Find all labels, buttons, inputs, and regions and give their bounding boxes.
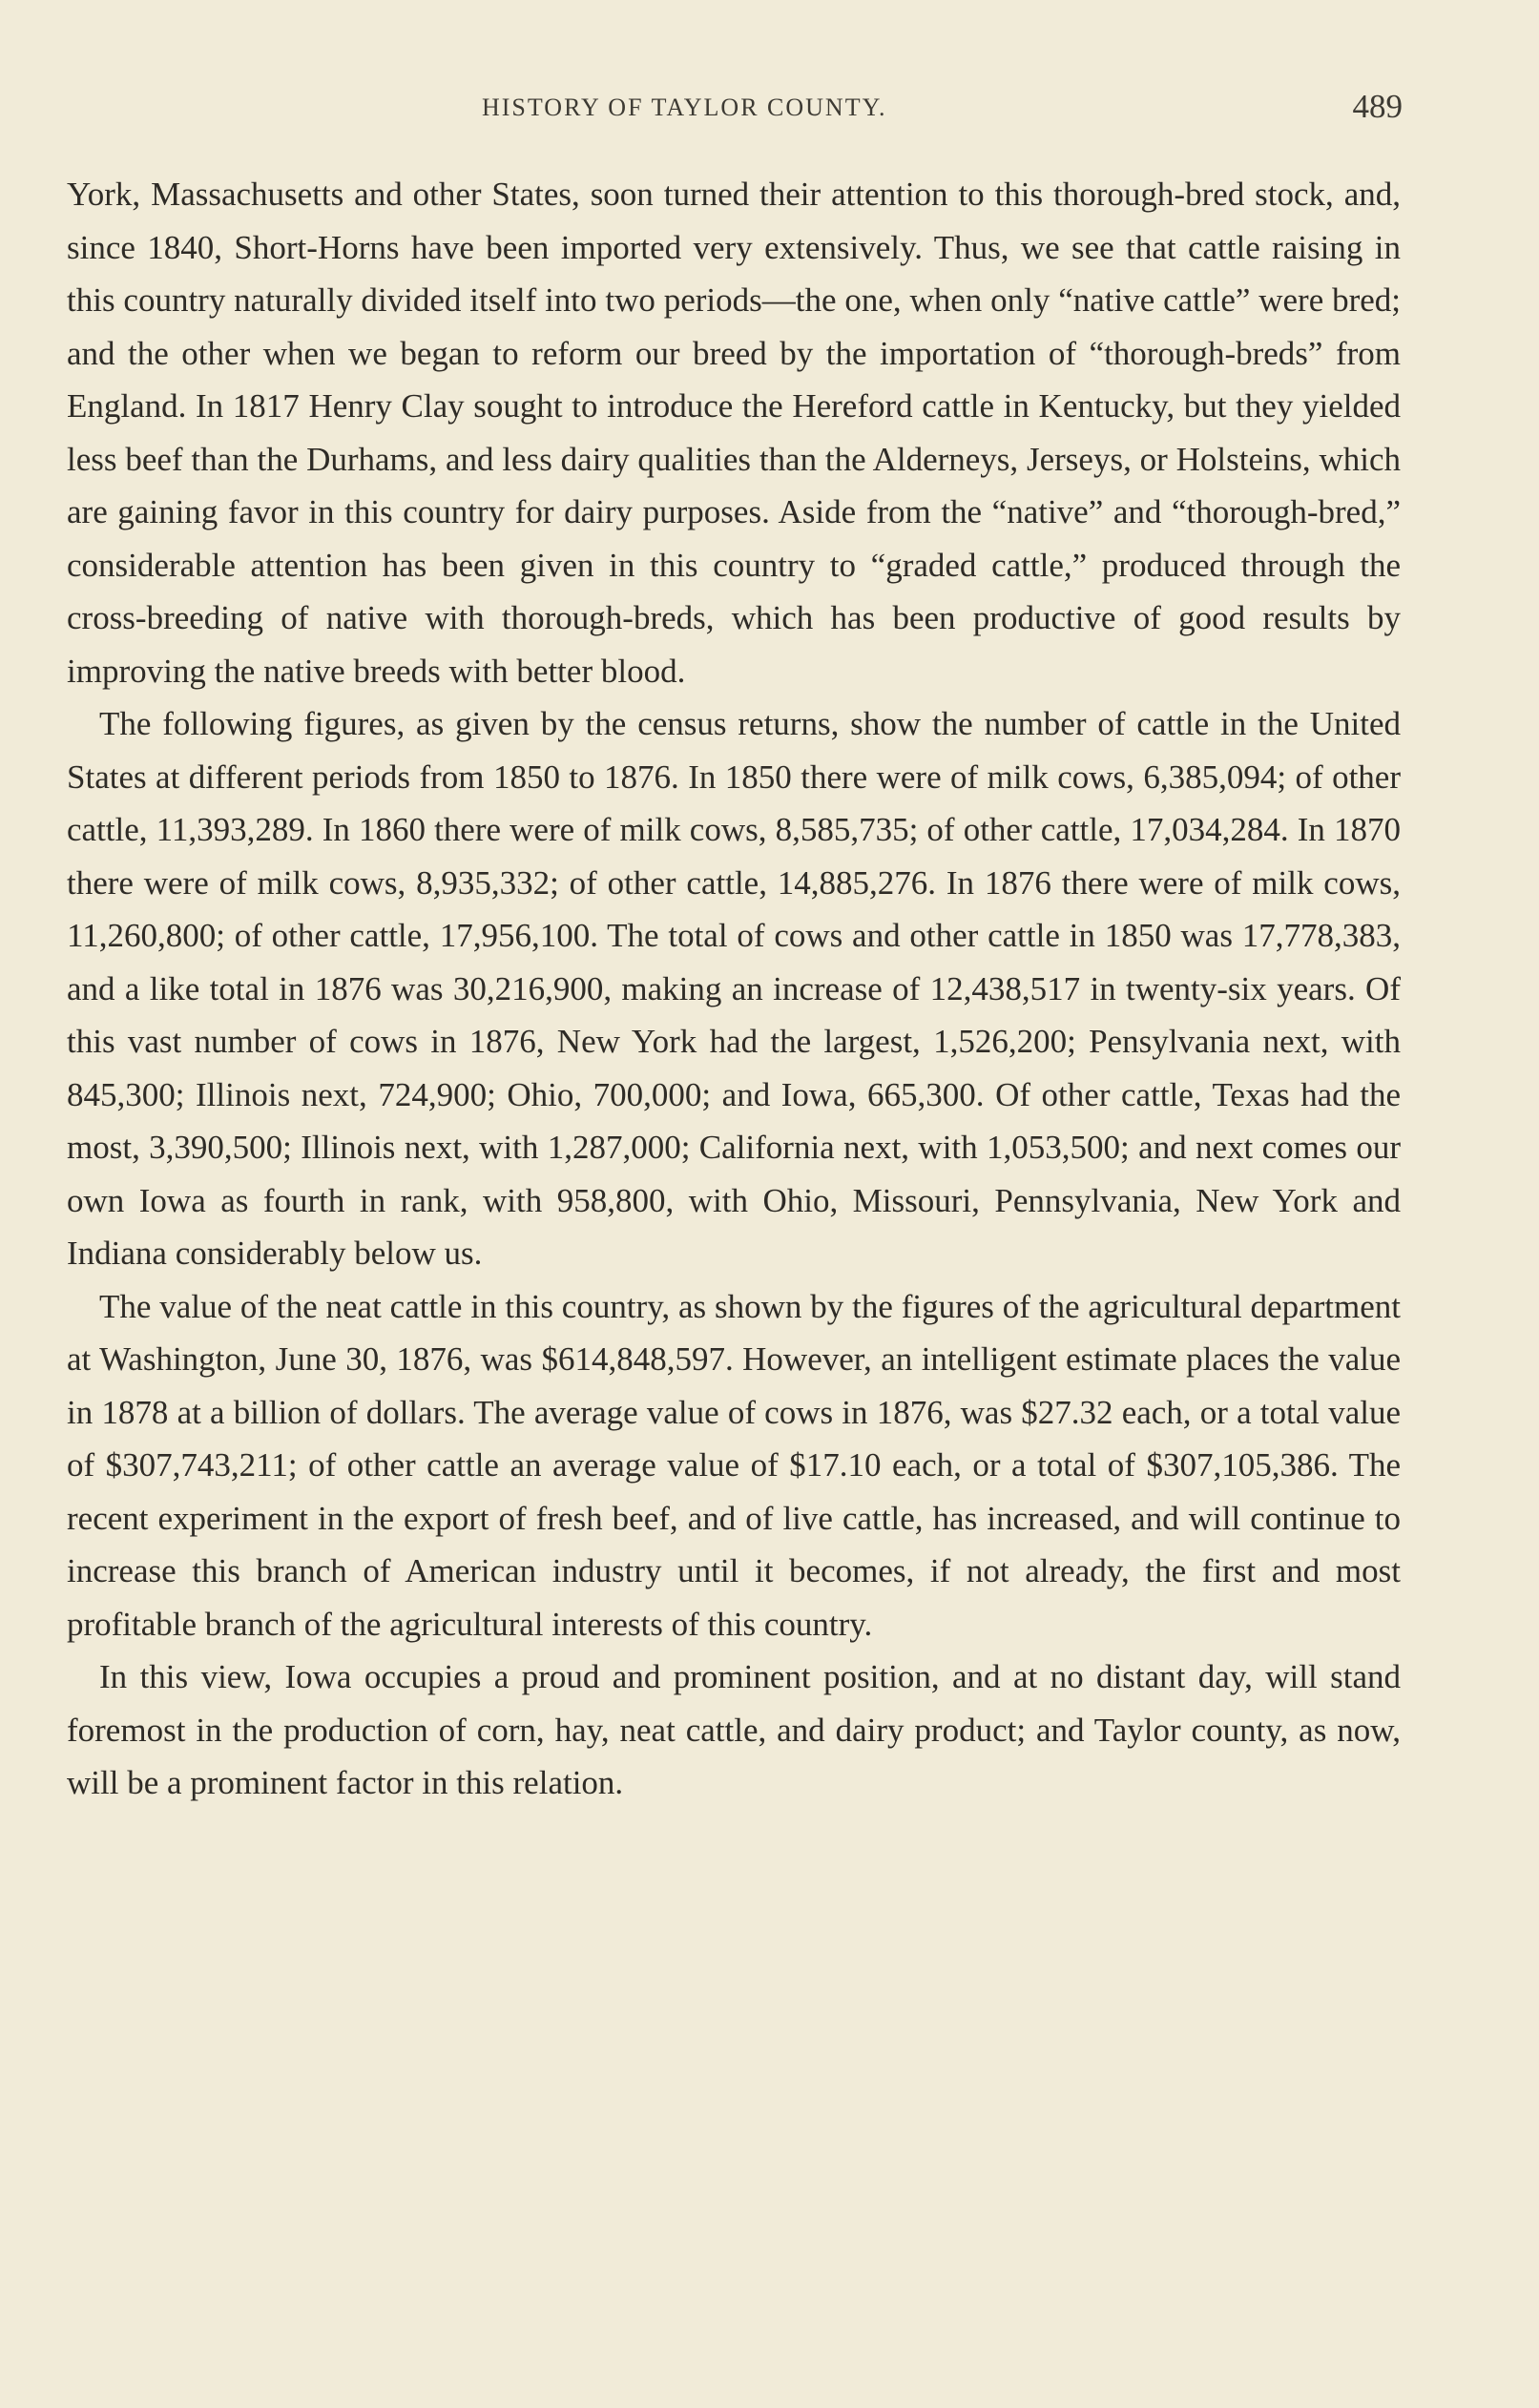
paragraph-cattle-breeds: York, Massachusetts and other States, soon turned their attention to this thorough-bred stock, and, since 1840, Short-Horns have been imported very extensively. Thus, we see that cattle raising in this country naturally divided itself into two periods—the one, when only “native cattle” were bred; and the other when we began to reform our breed by the importation of “thorough-breds” from England. In 1817 Henry Clay sought to introduce the Hereford cattle in Kentucky, but they yielded less beef than the Durhams, and less dairy qualities than the Alderneys, Jerseys, or Holsteins, which are gaining favor in this country for dairy purposes. Aside from the “native” and “thorough-bred,” considerable attention has been given in this country to “graded cattle,” produced through the cross-breeding of native with thorough-breds, which has been productive of good results by improving the native breeds with better blood. — [67, 176, 1401, 690]
body-text — [67, 168, 1401, 1810]
paragraph-census-figures: The following figures, as given by the census returns, show the number of cattle in the United States at different periods from 1850 to 1876. In 1850 there were of milk cows, 6,385,094; of other cattle, 11,393,289. In 1860 there were of milk cows, 8,585,735; of other cattle, 17,034,284. In 1870 there were of milk cows, 8,935,332; of other cattle, 14,885,276. In 1876 there were of milk cows, 11,260,800; of other cattle, 17,956,100. The total of cows and other cattle in 1850 was 17,778,383, and a like total in 1876 was 30,216,900, making an increase of 12,438,517 in twenty-six years. Of this vast number of cows in 1876, New York had the largest, 1,526,200; Pensylvania next, with 845,300; Illinois next, 724,900; Ohio, 700,000; and Iowa, 665,300. Of other cattle, Texas had the most, 3,390,500; Illinois next, with 1,287,000; California next, with 1,053,500; and next comes our own Iowa as fourth in rank, with 958,800, with Ohio, Missouri, Pennsylvania, New York and Indiana considerably below us. — [67, 705, 1401, 1272]
running-header — [67, 88, 1403, 132]
paragraph-cattle-value: The value of the neat cattle in this country, as shown by the figures of the agricultural department at Washington, June 30, 1876, was $614,848,597. However, an intelligent estimate places the value in 1878 at a billion of dollars. The average value of cows in 1876, was $27.32 each, or a total value of $307,743,211; of other cattle an average value of $17.10 each, or a total of $307,105,386. The recent experiment in the export of fresh beef, and of live cattle, has increased, and will continue to increase this branch of American industry until it becomes, if not already, the first and most profitable branch of the agricultural interests of this country. — [67, 1287, 1401, 1643]
page-number: 489 — [1352, 88, 1403, 125]
running-header-title: HISTORY OF TAYLOR COUNTY. — [482, 93, 887, 121]
paragraph-iowa-position: In this view, Iowa occupies a proud and prominent position, and at no distant day, will stand foremost in the production of corn, hay, neat cattle, and dairy product; and Taylor county, as now, will be a prominent factor in this relation. — [67, 1658, 1401, 1801]
